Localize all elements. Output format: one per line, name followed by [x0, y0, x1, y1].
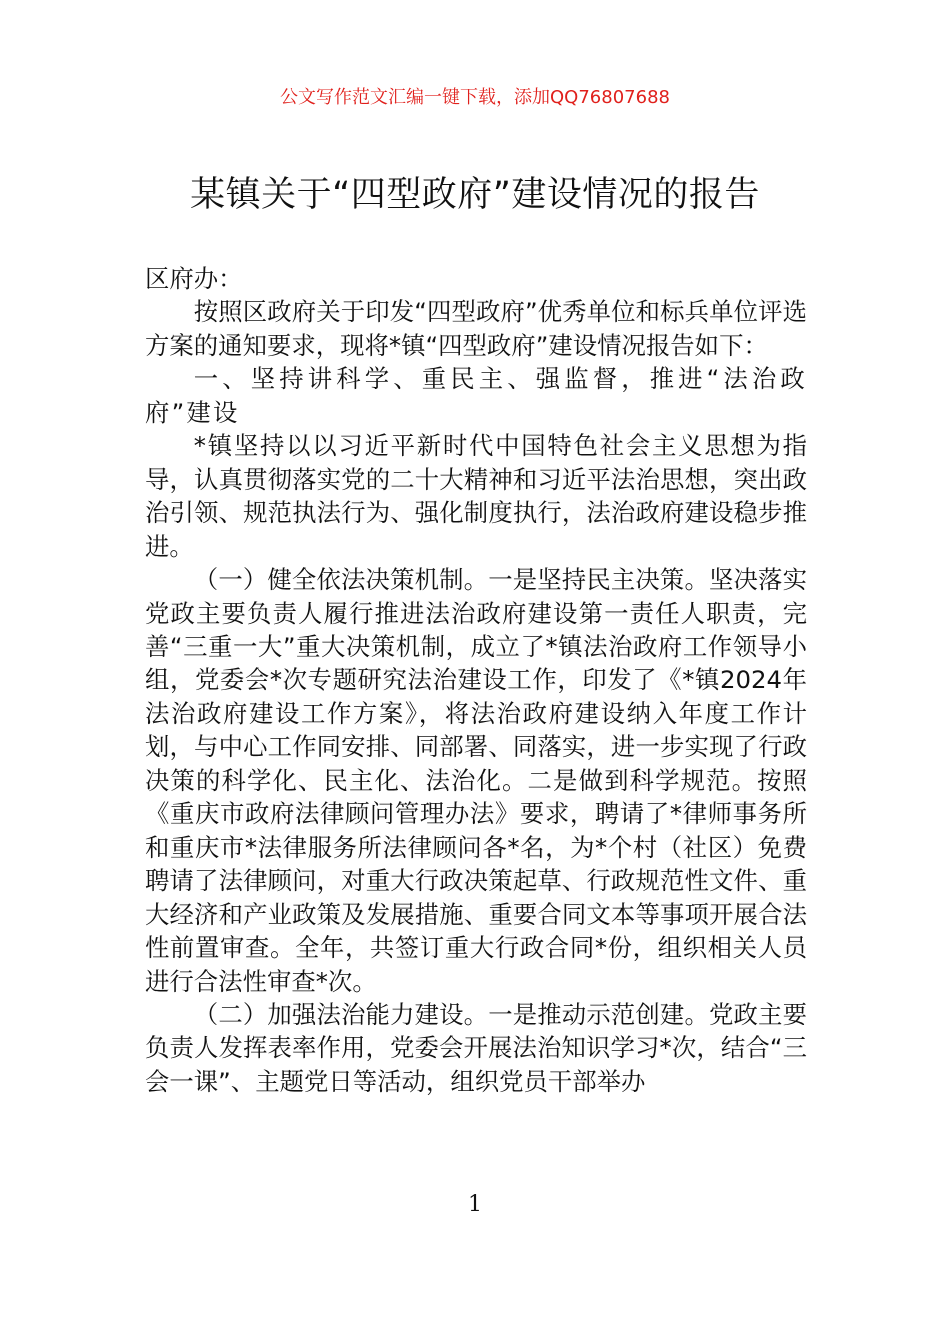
document-body — [145, 262, 807, 1098]
download-notice: 公文写作范文汇编一键下载，添加QQ76807688 — [280, 87, 670, 108]
intro-paragraph: 按照区政府关于印发“四型政府”优秀单位和标兵单位评选方案的通知要求，现将*镇“四型政府”建设情况报告如下： — [145, 297, 807, 360]
document-title: 某镇关于“四型政府”建设情况的报告 — [190, 175, 760, 215]
section-heading-1: 一、坚持讲科学、重民主、强监督，推进“法治政府”建设 — [145, 364, 807, 427]
page-number: 1 — [468, 1192, 482, 1217]
salutation: 区府办： — [145, 264, 243, 293]
section-1-intro: *镇坚持以以习近平新时代中国特色社会主义思想为指导，认真贯彻落实党的二十大精神和习近平法治思想，突出政治引领、规范执法行为、强化制度执行，法治政府建设稳步推进。 — [145, 431, 807, 561]
subsection-1-paragraph: （一）健全依法决策机制。一是坚持民主决策。坚决落实党政主要负责人履行推进法治政府建设第一责任人职责，完善“三重一大”重大决策机制，成立了*镇法治政府工作领导小组，党委会*次专题研究法治建设工作，印发了《*镇2024年法治政府建设工作方案》，将法治政府建设纳入年度工作计划，与中心工作同安排、同部署、同落实，进一步实现了行政决策的科学化、民主化、法治化。二是做到科学规范。按照《重庆市政府法律顾问管理办法》要求，聘请了*律师事务所和重庆市*法律服务所法律顾问各*名，为*个村（社区）免费聘请了法律顾问，对重大行政决策起草、行政规范性文件、重大经济和产业政策及发展措施、重要合同文本等事项开展合法性前置审查。全年，共签订重大行政合同*份，组织相关人员进行合法性审查*次。 — [145, 565, 807, 996]
subsection-2-paragraph: （二）加强法治能力建设。一是推动示范创建。党政主要负责人发挥表率作用，党委会开展法治知识学习*次，结合“三会一课”、主题党日等活动，组织党员干部举办 — [145, 999, 807, 1096]
